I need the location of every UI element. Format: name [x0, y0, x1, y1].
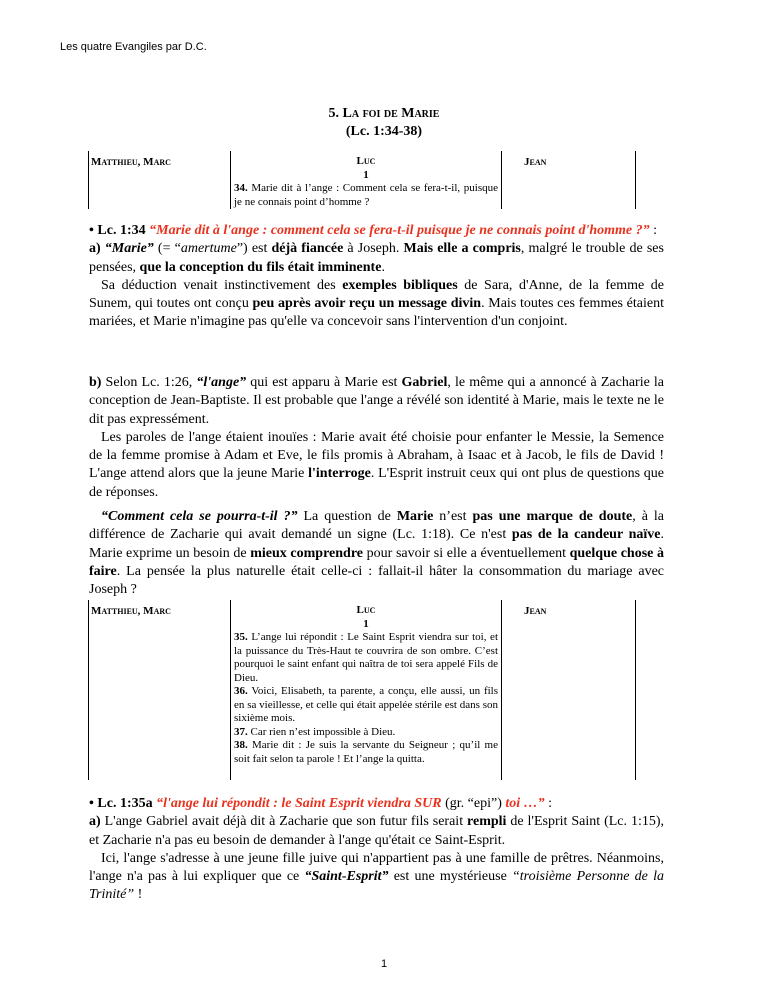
verse-34: 34. Marie dit à l’ange : Comment cela se fera-t-il, puisque je ne connais point d’homme ? — [234, 182, 498, 208]
synopsis-col-matthieu-marc: Matthieu, Marc — [91, 156, 171, 168]
synopsis-col-jean: Jean — [524, 156, 547, 168]
paragraph-question: “Comment cela se pourra-t-il ?” La question de Marie n’est pas une marque de doute, à la différence de Zacharie qui avait demandé un signe (Lc. 1:18). Ce n'est pas de la candeur naïve. Marie exprime un besoin de mieux comprendre pour savoir si elle a éventuellement quelque chose à faire. La pensée la plus naturelle était celle-ci : fallait-il hâter la consommation du mariage avec Joseph ? — [89, 509, 665, 598]
col-luc-chapter: 1 — [363, 617, 369, 630]
paragraph-deduction: Sa déduction venait instinctivement des exemples bibliques de Sara, d'Anne, de la femme de Sunem, qui toutes ont conçu peu après avoir reçu un message divin. Mais toutes ces femmes étaient mariées, et Marie n'imagine pas qu'elle va concevoir sans l'intervention d'un conjoint. — [89, 277, 664, 330]
verse-38: 38. Marie dit : Je suis la servante du Seigneur ; qu’il me soit fait selon ta parole ! Et l’ange la quitta. — [234, 739, 498, 765]
synopsis-table-2 — [88, 600, 636, 780]
running-header: Les quatre Evangiles par D.C. — [60, 41, 207, 53]
paragraph-b: b) Selon Lc. 1:26, “l'ange” qui est apparu à Marie est Gabriel, le même qui a annoncé à Zacharie la conception de Jean-Baptiste. Il est probable que l'ange a révélé son identité à Marie, mais le texte ne le dit pas expressément. — [89, 375, 664, 427]
col-luc-chapter: 1 — [363, 168, 369, 181]
section-title: 5. La foi de Marie — [328, 106, 440, 121]
body-text-3 — [89, 508, 664, 599]
body-text-2 — [89, 374, 664, 502]
verse-35: 35. L’ange lui répondit : Le Saint Esprit viendra sur toi, et la puissance du Très-Haut te couvrira de son ombre. C’est pourquoi le saint enfant qui naîtra de toi sera appelé Fils de Dieu. — [234, 631, 498, 684]
paragraph-a: a) “Marie” (= “amertume”) est déjà fiancée à Joseph. Mais elle a compris, malgré le trouble de ses pensées, que la conception du fils était imminente. — [89, 241, 664, 275]
verse-37: 37. Car rien n’est impossible à Dieu. — [234, 725, 396, 738]
synopsis-col-jean: Jean — [524, 605, 547, 617]
verse-heading-1-34: • Lc. 1:34 “Marie dit à l'ange : comment cela se fera-t-il puisque je ne connais point d'homme ?” : — [89, 223, 658, 238]
paragraph-ici: Ici, l'ange s'adresse à une jeune fille juive qui n'appartient pas à une famille de prêtres. Néanmoins, l'ange n'a pas à lui expliquer que ce “Saint-Esprit” est une mystérieuse “troisième Personne de la Trinité” ! — [89, 850, 664, 903]
synopsis-col-luc — [230, 151, 502, 209]
verse-36: 36. Voici, Elisabeth, ta parente, a conçu, elle aussi, un fils en sa vieillesse, et celle qui était appelée stérile est dans son sixième mois. — [234, 685, 498, 724]
verse-heading-1-35a: • Lc. 1:35a “l'ange lui répondit : le Saint Esprit viendra SUR (gr. “epi”) toi …” : — [89, 796, 553, 811]
paragraph-paroles: Les paroles de l'ange étaient inouïes : Marie avait été choisie pour enfanter le Messie, la Semence de la femme promise à Adam et Eve, le fils promis à Abraham, à Isaac et à Jacob, le fils de David ! L'ange attend alors que la jeune Marie l'interroge. L'Esprit instruit ceux qui ont plus de questions que de réponses. — [89, 429, 664, 500]
synopsis-table-1 — [88, 151, 636, 209]
page-number: 1 — [380, 958, 388, 970]
col-luc-heading: Luc — [356, 155, 376, 167]
section-reference: (Lc. 1:34-38) — [345, 124, 423, 139]
synopsis-col-matthieu-marc: Matthieu, Marc — [91, 605, 171, 617]
body-text-4 — [89, 795, 664, 905]
synopsis-col-luc — [230, 600, 502, 780]
paragraph-a2: a) L'ange Gabriel avait déjà dit à Zacharie que son futur fils serait rempli de l'Esprit Saint (Lc. 1:15), et Zacharie n'a pas eu besoin de demander à l'ange qu'était ce Saint-Esprit. — [89, 814, 664, 848]
col-luc-heading: Luc — [356, 604, 376, 616]
body-text-1 — [89, 222, 664, 332]
